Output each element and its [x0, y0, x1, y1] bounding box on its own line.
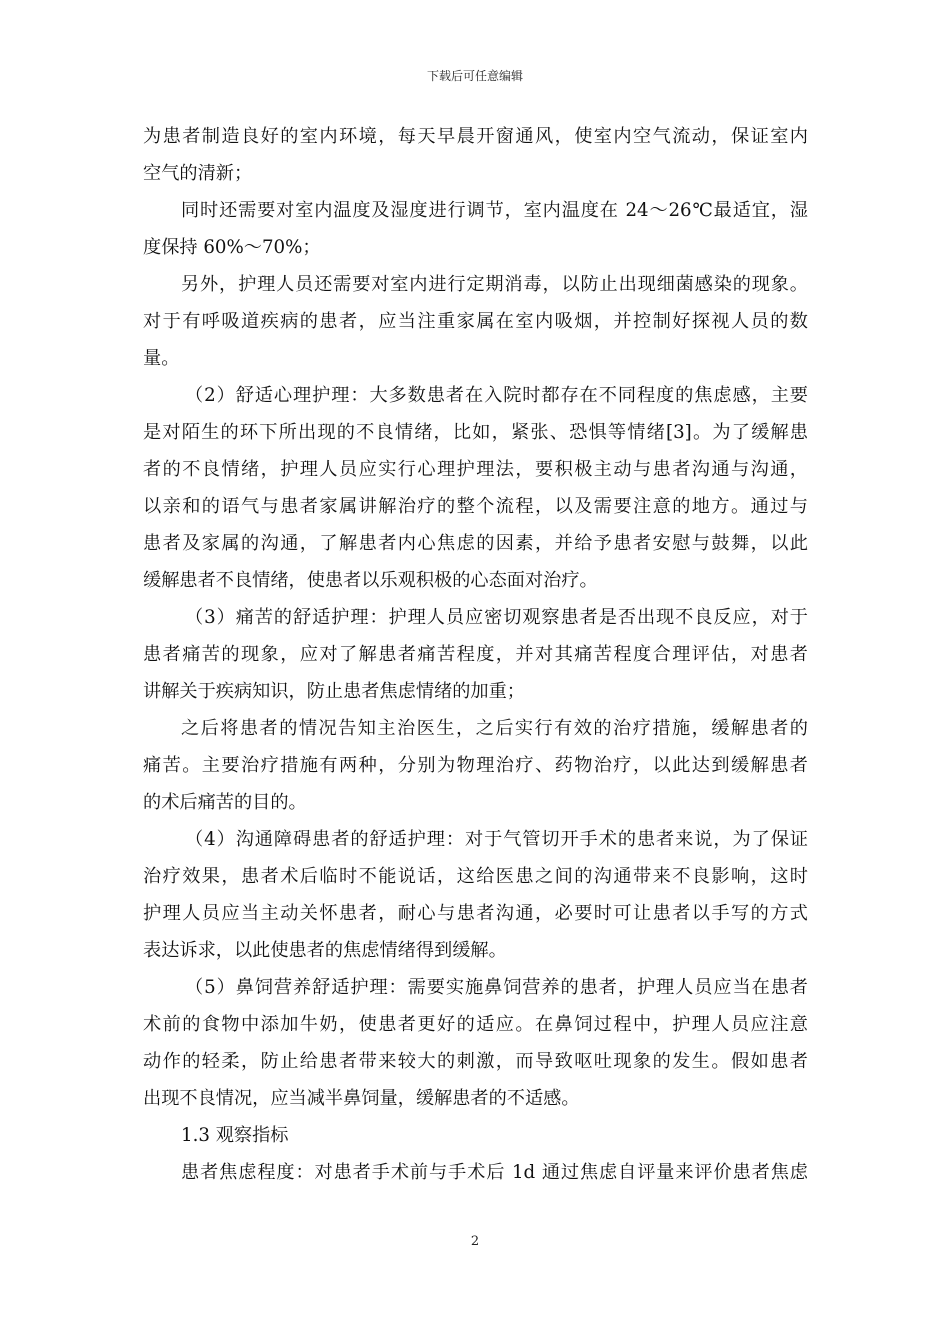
paragraph-line: 同时还需要对室内温度及湿度进行调节，室内温度在 24～26℃最适宜，湿 [181, 200, 808, 221]
paragraph-line: 为患者制造良好的室内环境，每天早晨开窗通风，使室内空气流动，保证室内 [143, 126, 808, 147]
paragraph-line: 讲解关于疾病知识，防止患者焦虑情绪的加重； [143, 681, 525, 702]
page-number: 2 [470, 1234, 480, 1249]
paragraph-line: 痛苦。主要治疗措施有两种，分别为物理治疗、药物治疗，以此达到缓解患者 [143, 755, 808, 776]
paragraph-line: （3）痛苦的舒适护理：护理人员应密切观察患者是否出现不良反应，对于 [185, 607, 808, 628]
paragraph-line: 缓解患者不良情绪，使患者以乐观积极的心态面对治疗。 [143, 570, 598, 591]
paragraph-line: 度保持 60%～70%； [143, 237, 321, 258]
paragraph-line: 表达诉求，以此使患者的焦虑情绪得到缓解。 [143, 940, 507, 961]
paragraph-line: 之后将患者的情况告知主治医生，之后实行有效的治疗措施，缓解患者的 [181, 718, 808, 739]
paragraph-line: （2）舒适心理护理：大多数患者在入院时都存在不同程度的焦虑感，主要 [185, 385, 808, 406]
paragraph-line: 患者焦虑程度：对患者手术前与手术后 1d 通过焦虑自评量来评价患者焦虑 [181, 1162, 808, 1183]
paragraph-line: 以亲和的语气与患者家属讲解治疗的整个流程，以及需要注意的地方。通过与 [143, 496, 808, 517]
paragraph-line: 出现不良情况，应当减半鼻饲量，缓解患者的不适感。 [143, 1088, 580, 1109]
page-header: 下载后可任意编辑 [426, 69, 523, 83]
section-heading: 1.3 观察指标 [181, 1125, 289, 1146]
paragraph-line: 者的不良情绪，护理人员应实行心理护理法，要积极主动与患者沟通与沟通， [143, 459, 808, 480]
paragraph-line: 的术后痛苦的目的。 [143, 792, 307, 813]
paragraph-line: 空气的清新； [143, 163, 253, 184]
body-text [143, 118, 808, 1191]
paragraph-line: 另外，护理人员还需要对室内进行定期消毒，以防止出现细菌感染的现象。 [181, 274, 808, 295]
paragraph-line: 是对陌生的环下所出现的不良情绪，比如，紧张、恐惧等情绪[3]。为了缓解患 [143, 422, 808, 443]
paragraph-line: 治疗效果，患者术后临时不能说话，这给医患之间的沟通带来不良影响，这时 [143, 866, 808, 887]
paragraph-line: 术前的食物中添加牛奶，使患者更好的适应。在鼻饲过程中，护理人员应注意 [143, 1014, 808, 1035]
paragraph-line: 量。 [143, 348, 180, 369]
paragraph-line: 动作的轻柔，防止给患者带来较大的刺激，而导致呕吐现象的发生。假如患者 [143, 1051, 808, 1072]
paragraph-line: 患者痛苦的现象，应对了解患者痛苦程度，并对其痛苦程度合理评估，对患者 [143, 644, 808, 665]
paragraph-line: （4）沟通障碍患者的舒适护理：对于气管切开手术的患者来说，为了保证 [185, 829, 808, 850]
paragraph-line: 护理人员应当主动关怀患者，耐心与患者沟通，必要时可让患者以手写的方式 [143, 903, 808, 924]
paragraph-line: 患者及家属的沟通，了解患者内心焦虑的因素，并给予患者安慰与鼓舞，以此 [143, 533, 808, 554]
paragraph-line: （5）鼻饲营养舒适护理：需要实施鼻饲营养的患者，护理人员应当在患者 [185, 977, 808, 998]
paragraph-line: 对于有呼吸道疾病的患者，应当注重家属在室内吸烟，并控制好探视人员的数 [143, 311, 808, 332]
